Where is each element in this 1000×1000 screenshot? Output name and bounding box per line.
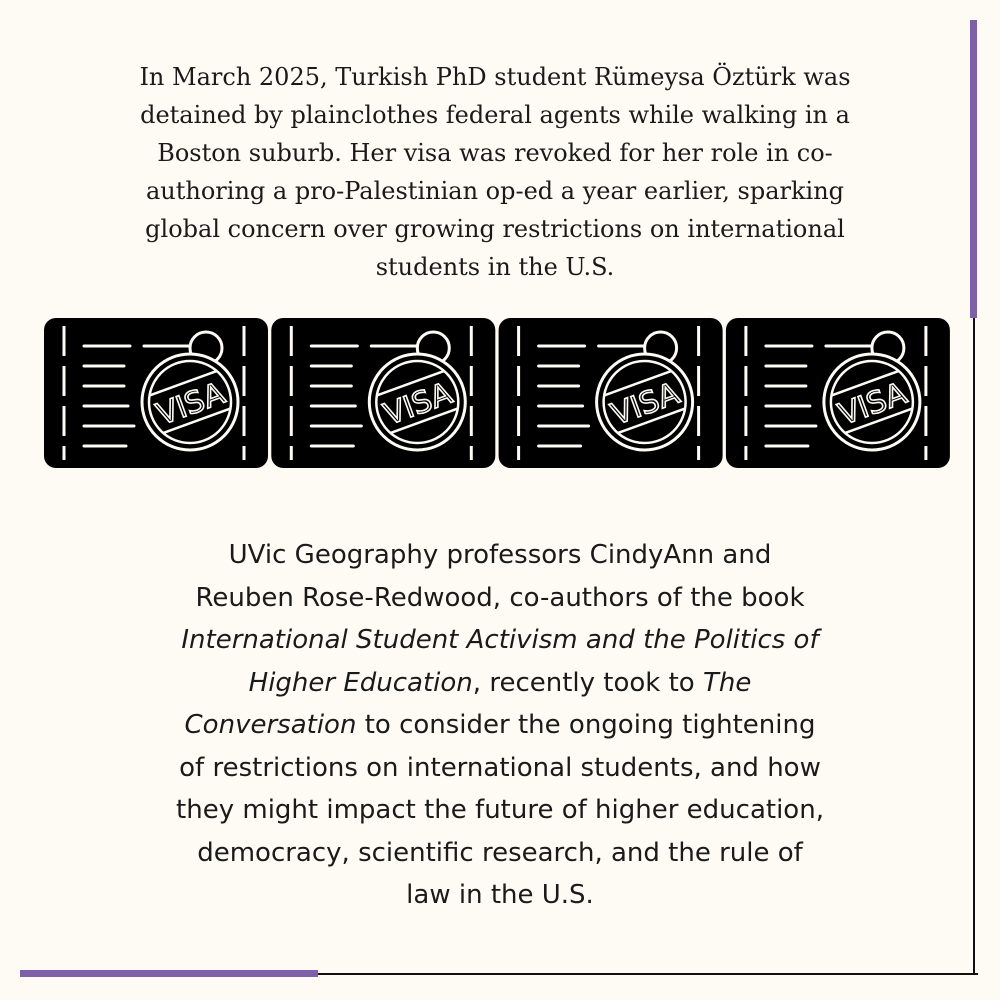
border-line-right: [973, 318, 975, 975]
visa-icon-strip: [44, 318, 950, 468]
publication-name: The: [702, 667, 752, 698]
body-paragraph: [110, 534, 890, 917]
visa-stamp-label: VISA: [834, 376, 912, 433]
visa-stamp-label: VISA: [606, 376, 685, 433]
intro-line: detained by plainclothes federal agents while walking in a: [140, 101, 850, 129]
body-line: they might impact the future of higher education,: [176, 795, 824, 825]
book-title: International Student Activism and the Politics of: [181, 625, 819, 655]
intro-line: Boston suburb. Her visa was revoked for her role in co-: [157, 139, 833, 167]
body-line: law in the U.S.: [406, 880, 594, 910]
accent-bar-right: [970, 20, 977, 318]
body-line: Reuben Rose-Redwood, co-authors of the book: [195, 582, 805, 613]
intro-line: global concern over growing restrictions on international: [145, 215, 845, 243]
visa-icons-graphic: [44, 318, 950, 468]
passport-visa-stamp-icon: [271, 318, 495, 468]
body-line: [110, 619, 890, 662]
accent-bar-bottom: [20, 970, 318, 977]
publication-name: Conversation: [184, 710, 357, 740]
body-line: democracy, scientific research, and the rule of: [197, 837, 803, 868]
passport-visa-stamp-icon: [726, 318, 950, 468]
intro-line: In March 2025, Turkish PhD student Rümeysa Öztürk was: [139, 63, 851, 91]
body-line: of restrictions on international students, and how: [179, 752, 821, 783]
intro-line: students in the U.S.: [375, 253, 615, 281]
border-line-bottom: [318, 973, 978, 975]
body-line: [110, 704, 890, 747]
body-text: , recently took to: [472, 667, 703, 698]
body-line: UVic Geography professors CindyAnn and: [228, 540, 772, 570]
book-title: Higher Education: [248, 667, 473, 698]
body-text: to consider the ongoing tightening: [356, 710, 816, 740]
intro-line: authoring a pro-Palestinian op-ed a year earlier, sparking: [145, 177, 845, 205]
passport-visa-stamp-icon: [44, 318, 268, 468]
visa-stamp-label: VISA: [379, 376, 457, 433]
visa-stamp-label: VISA: [152, 376, 230, 433]
body-line: [110, 662, 890, 705]
intro-paragraph: [100, 58, 890, 286]
passport-visa-stamp-icon: [499, 318, 723, 468]
